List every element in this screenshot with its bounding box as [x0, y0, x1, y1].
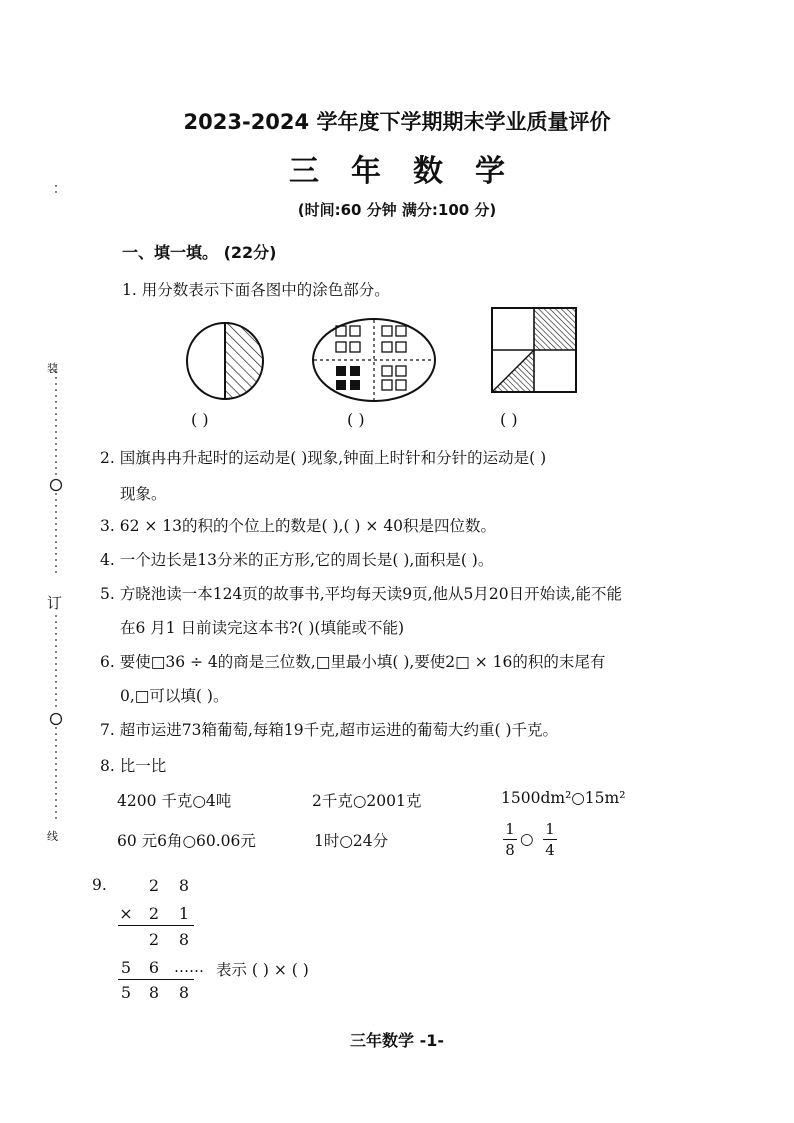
fraction-right-numerator: 1: [545, 820, 555, 838]
fraction-right-denominator: 4: [545, 841, 555, 859]
fraction-left-denominator: 8: [505, 841, 515, 859]
question-5-line1: 5. 方晓池读一本124页的故事书,平均每天读9页,他从5月20日开始读,能不能: [100, 585, 623, 603]
compare-item-5: 1时○24分: [314, 832, 389, 850]
times-sign: ×: [119, 904, 133, 923]
question-2-line1: 2. 国旗冉冉升起时的运动是( )现象,钟面上时针和分针的运动是( ): [100, 449, 547, 467]
binding-char-bottom: 线: [47, 830, 58, 843]
circle-half-shaded-icon: [184, 320, 266, 402]
compare-item-4: 60 元6角○60.06元: [117, 832, 256, 850]
binding-margin: [46, 175, 66, 855]
binding-char-mid: 订: [47, 594, 63, 612]
oval-grid-squares-icon: [310, 316, 438, 404]
q1-answer-blank-3[interactable]: ( ): [500, 410, 518, 429]
binding-hole-icon: [51, 480, 62, 491]
question-3: 3. 62 × 13的积的个位上的数是( ),( ) × 40积是四位数。: [100, 517, 497, 535]
square-quarters-shaded-icon: [490, 306, 578, 394]
mult-digit: 8: [178, 930, 190, 949]
exam-title: 2023-2024 学年度下学期期末学业质量评价: [183, 110, 611, 134]
mult-rule-1: [118, 925, 194, 926]
q1-answer-blank-1[interactable]: ( ): [191, 410, 209, 429]
question-9: 9.: [92, 876, 107, 894]
compare-item-3: 1500dm²○15m²: [501, 789, 626, 807]
question-5-line2: 在6 月1 日前读完这本书?( )(填能或不能): [120, 619, 405, 637]
mult-digit: 2: [148, 930, 160, 949]
mult-rule-2: [118, 979, 194, 980]
mult-digit: 8: [148, 983, 160, 1002]
question-4: 4. 一个边长是13分米的正方形,它的周长是( ),面积是( )。: [100, 551, 494, 569]
compare-circle: ○: [520, 830, 534, 848]
question-7: 7. 超市运进73箱葡萄,每箱19千克,超市运进的葡萄大约重( )千克。: [100, 721, 559, 739]
fraction-left: [503, 820, 517, 859]
q1-answer-blank-2[interactable]: ( ): [347, 410, 365, 429]
subject-title: 三年数学: [289, 154, 537, 189]
compare-item-2: 2千克○2001克: [312, 792, 422, 810]
q9-expression: 表示 ( ) × ( ): [216, 961, 309, 979]
mult-digit: 8: [178, 983, 190, 1002]
mult-digit: 5: [120, 958, 132, 977]
mult-digit: 2: [148, 904, 160, 923]
fraction-right: [543, 820, 557, 859]
question-6-line2: 0,□可以填( )。: [120, 687, 229, 705]
compare-item-1: 4200 千克○4吨: [117, 792, 232, 810]
mult-digit: 5: [120, 983, 132, 1002]
section-heading: 一、填一填。 (22分): [122, 243, 277, 262]
exam-meta: (时间:60 分钟 满分:100 分): [297, 201, 497, 219]
mult-digit: 6: [148, 958, 160, 977]
question-6-line1: 6. 要使□36 ÷ 4的商是三位数,□里最小填( ),要使2□ × 16的积的末尾有: [100, 653, 606, 671]
dots: ……: [174, 958, 204, 976]
binding-char-top: 装: [47, 362, 58, 375]
page-footer: 三年数学 -1-: [350, 1031, 444, 1050]
mult-digit: 8: [178, 876, 190, 895]
mult-digit: 2: [148, 876, 160, 895]
question-8: 8. 比一比: [100, 757, 167, 775]
binding-hole-icon: [51, 714, 62, 725]
fraction-left-numerator: 1: [505, 820, 515, 838]
question-2-line2: 现象。: [120, 485, 167, 503]
mult-digit: 1: [178, 904, 190, 923]
question-1: 1. 用分数表示下面各图中的涂色部分。: [122, 281, 390, 299]
